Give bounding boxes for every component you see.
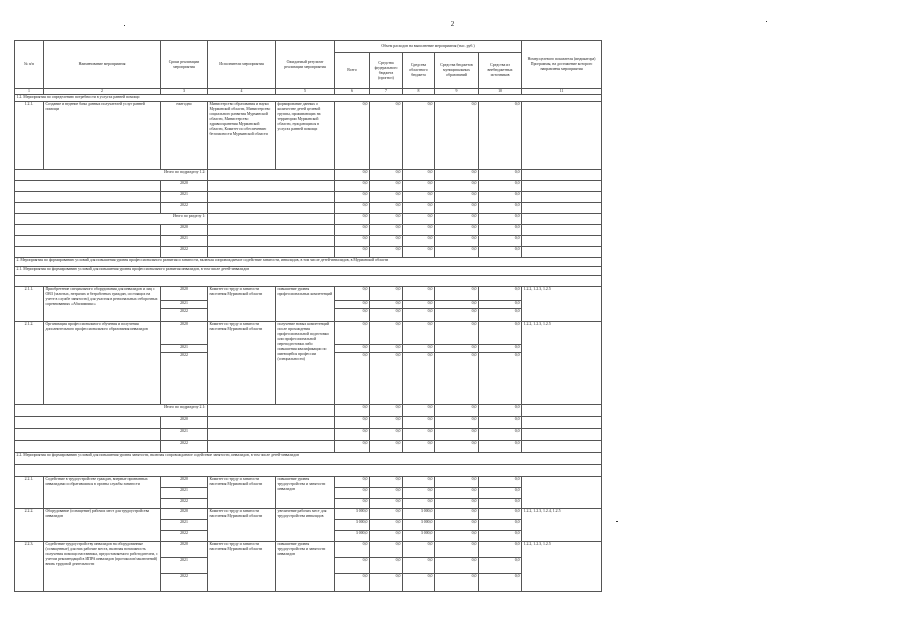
value-regional: 0,0 [403, 192, 435, 203]
year-row [15, 236, 602, 247]
value-federal: 0,0 [370, 353, 403, 405]
value-municipal: 0,0 [435, 203, 479, 214]
blank-cell [208, 429, 335, 441]
blank-cell [208, 236, 335, 247]
year-cell: 2021 [161, 488, 208, 499]
value-total: 0,0 [335, 574, 370, 592]
value-extrabudget: 0,0 [479, 477, 522, 488]
value-total: 0,0 [335, 322, 370, 345]
year-cell: 2020 [161, 509, 208, 520]
value-total: 0,0 [335, 181, 370, 192]
value-extrabudget: 0,0 [479, 203, 522, 214]
value-regional: 0,0 [403, 301, 435, 309]
value-municipal: 0,0 [435, 181, 479, 192]
section-row [15, 453, 602, 465]
value-extrabudget: 0,0 [479, 429, 522, 441]
blank-cell [208, 441, 335, 453]
indicator-cell [522, 247, 602, 258]
spacer-row [15, 465, 602, 477]
value-total: 0,0 [335, 429, 370, 441]
year-cell: 2021 [161, 236, 208, 247]
value-federal: 0,0 [370, 477, 403, 488]
blank-cell [15, 203, 161, 214]
value-municipal: 0,0 [435, 499, 479, 509]
activity-name: Содействие в трудоустройстве граждан, впервые признанных инвалидами и обратившихся в органы службы занятости [44, 477, 161, 509]
value-regional: 0,0 [403, 203, 435, 214]
value-federal: 0,0 [370, 214, 403, 225]
value-total: 0,0 [335, 353, 370, 405]
column-number: 5 [276, 89, 335, 95]
value-extrabudget: 0,0 [479, 353, 522, 405]
value-federal: 0,0 [370, 499, 403, 509]
value-municipal: 0,0 [435, 192, 479, 203]
indicator-cell [522, 102, 602, 170]
value-total: 0,0 [335, 499, 370, 509]
header-terms: Сроки реализации мероприятия [161, 41, 208, 89]
column-number: 6 [335, 89, 370, 95]
indicator-cell [522, 417, 602, 429]
indicator-cell [522, 181, 602, 192]
program-activities-table [14, 40, 602, 592]
indicator-cell: 1.2.2, 1.2.3, 1.2.5 [522, 287, 602, 322]
value-total: 0,0 [335, 542, 370, 558]
value-regional: 0,0 [403, 236, 435, 247]
value-federal: 0,0 [370, 192, 403, 203]
column-number: 3 [161, 89, 208, 95]
value-municipal: 0,0 [435, 102, 479, 170]
value-extrabudget: 0,0 [479, 214, 522, 225]
total-row [15, 214, 602, 225]
value-extrabudget: 0,0 [479, 441, 522, 453]
value-municipal: 0,0 [435, 225, 479, 236]
value-total: 0,0 [335, 488, 370, 499]
activity-result: получение новых компетенций после прохождения профессиональной подготовки или профессиональной переподготовки либо повышения квалификации по имеющейся профессии (специальности) [276, 322, 335, 405]
value-total: 0,0 [335, 558, 370, 574]
value-total: 0,0 [335, 170, 370, 181]
activity-executors: Комитет по труду и занятости населения Мурманской области [208, 542, 276, 592]
year-row [15, 429, 602, 441]
value-total: 0,0 [335, 477, 370, 488]
value-total: 0,0 [335, 287, 370, 301]
blank-cell [15, 181, 161, 192]
table-row [15, 322, 602, 345]
value-municipal: 0,0 [435, 488, 479, 499]
column-number: 7 [370, 89, 403, 95]
value-total: 0,0 [335, 236, 370, 247]
value-municipal: 0,0 [435, 345, 479, 353]
value-municipal: 0,0 [435, 477, 479, 488]
value-extrabudget: 0,0 [479, 542, 522, 558]
value-municipal: 0,0 [435, 531, 479, 542]
value-regional: 0,0 [403, 499, 435, 509]
header-municipal: Средства бюджетов муниципальных образований [435, 53, 479, 89]
value-extrabudget: 0,0 [479, 509, 522, 520]
activity-result: формирование данных о количестве детей целевой группы, проживающих на территории Мурманской области, нуждающихся в услугах ранней помощи [276, 102, 335, 170]
total-row [15, 170, 602, 181]
value-total: 0,0 [335, 441, 370, 453]
scan-speck [766, 21, 767, 22]
value-extrabudget: 0,0 [479, 192, 522, 203]
blank-cell [15, 192, 161, 203]
blank-cell [15, 465, 602, 477]
value-extrabudget: 0,0 [479, 247, 522, 258]
blank-cell [15, 247, 161, 258]
year-cell: 2020 [161, 225, 208, 236]
year-cell: 2021 [161, 558, 208, 574]
value-federal: 0,0 [370, 225, 403, 236]
row-number: 1.2.1. [15, 102, 44, 170]
value-municipal: 0,0 [435, 405, 479, 417]
year-cell: 2022 [161, 247, 208, 258]
total-row [15, 405, 602, 417]
value-municipal: 0,0 [435, 247, 479, 258]
blank-cell [15, 429, 161, 441]
value-total: 0,0 [335, 301, 370, 309]
value-municipal: 0,0 [435, 236, 479, 247]
value-federal: 0,0 [370, 322, 403, 345]
row-number: 2.2.1. [15, 477, 44, 509]
value-extrabudget: 0,0 [479, 301, 522, 309]
year-row [15, 203, 602, 214]
indicator-cell [522, 203, 602, 214]
year-row [15, 441, 602, 453]
year-cell: 2022 [161, 531, 208, 542]
value-regional: 0,0 [403, 542, 435, 558]
section-title: 2.2. Мероприятия по формированию условий для повышения уровня занятости, включая сопровождаемое содействие занятости, инвалидов, в том числе детей-инвалидов [15, 453, 602, 465]
table-row [15, 102, 602, 170]
value-extrabudget: 0,0 [479, 102, 522, 170]
year-row [15, 247, 602, 258]
year-cell: 2020 [161, 322, 208, 345]
value-extrabudget: 0,0 [479, 309, 522, 322]
header-indicator: Номер целевого показателя (индикатора) Программы, на достижение которого направлены мероприятия [522, 41, 602, 89]
value-extrabudget: 0,0 [479, 322, 522, 345]
section-title: 1.2. Мероприятия по определению потребности в услугах ранней помощи [15, 95, 602, 102]
value-regional: 0,0 [403, 405, 435, 417]
value-municipal: 0,0 [435, 353, 479, 405]
value-total: 0,0 [335, 102, 370, 170]
year-cell: 2020 [161, 287, 208, 301]
header-total: Всего [335, 53, 370, 89]
table-row [15, 287, 602, 301]
blank-cell [208, 247, 335, 258]
year-cell: 2022 [161, 574, 208, 592]
section-row [15, 258, 602, 267]
value-extrabudget: 0,0 [479, 170, 522, 181]
column-number: 2 [44, 89, 161, 95]
blank-cell [15, 276, 602, 287]
indicator-cell [522, 429, 602, 441]
value-extrabudget: 0,0 [479, 558, 522, 574]
value-federal: 0,0 [370, 488, 403, 499]
blank-cell [15, 236, 161, 247]
value-extrabudget: 0,0 [479, 405, 522, 417]
activity-name: Создание и ведение базы данных получателей услуг ранней помощи [44, 102, 161, 170]
indicator-cell: 1.2.2, 1.2.3, 1.2.4, 1.2.5 [522, 509, 602, 542]
value-municipal: 0,0 [435, 509, 479, 520]
column-number: 11 [522, 89, 602, 95]
year-row [15, 181, 602, 192]
blank-cell [208, 203, 335, 214]
header-federal: Средства федерального бюджета (прогноз) [370, 53, 403, 89]
value-federal: 0,0 [370, 170, 403, 181]
section-row [15, 267, 602, 276]
value-federal: 0,0 [370, 558, 403, 574]
indicator-cell [522, 441, 602, 453]
year-row [15, 192, 602, 203]
activity-result: повышение уровня профессиональных компетенций [276, 287, 335, 322]
value-municipal: 0,0 [435, 309, 479, 322]
value-federal: 0,0 [370, 309, 403, 322]
indicator-cell [522, 214, 602, 225]
total-label: Итого по подразделу 2.1: [15, 405, 208, 417]
value-federal: 0,0 [370, 542, 403, 558]
header-no: № п/п [15, 41, 44, 89]
activity-executors: Комитет по труду и занятости населения Мурманской области [208, 287, 276, 322]
year-row [15, 417, 602, 429]
indicator-cell: 1.2.2, 1.2.3, 1.2.5 [522, 322, 602, 405]
value-municipal: 0,0 [435, 322, 479, 345]
column-number: 8 [403, 89, 435, 95]
value-extrabudget: 0,0 [479, 225, 522, 236]
value-municipal: 0,0 [435, 417, 479, 429]
value-municipal: 0,0 [435, 287, 479, 301]
value-regional: 0,0 [403, 102, 435, 170]
value-regional: 3 000,0 [403, 509, 435, 520]
activity-result: повышение уровня трудоустройства и занятости инвалидов [276, 542, 335, 592]
value-federal: 0,0 [370, 405, 403, 417]
blank-cell [208, 417, 335, 429]
value-municipal: 0,0 [435, 214, 479, 225]
value-federal: 0,0 [370, 520, 403, 531]
row-number: 2.1.1. [15, 287, 44, 322]
blank-cell [15, 441, 161, 453]
section-title: 2. Мероприятия по формированию условий для повышения уровня профессионального развития и занятости, включая сопровождаемое содействие занятости, инвалидов, в том числе детей-инвалидов, в Мурманской области [15, 258, 602, 267]
value-federal: 0,0 [370, 203, 403, 214]
value-total: 3 000,0 [335, 531, 370, 542]
year-cell: 2020 [161, 181, 208, 192]
value-regional: 0,0 [403, 353, 435, 405]
value-extrabudget: 0,0 [479, 488, 522, 499]
year-cell: 2022 [161, 499, 208, 509]
value-regional: 0,0 [403, 214, 435, 225]
value-total: 0,0 [335, 309, 370, 322]
year-cell: 2020 [161, 417, 208, 429]
value-regional: 0,0 [403, 574, 435, 592]
header-expenses-group: Объем расходов на выполнение мероприятия (тыс. руб.) [335, 41, 522, 53]
value-extrabudget: 0,0 [479, 574, 522, 592]
value-federal: 0,0 [370, 102, 403, 170]
year-cell: 2020 [161, 542, 208, 558]
value-municipal: 0,0 [435, 558, 479, 574]
row-number: 2.1.2. [15, 322, 44, 405]
activity-name: Содействие трудоустройству инвалидов на оборудованные (оснащенные) для них рабочие места, включая возможность получения помощи наставника, предоставляемого работодателем, с учетом рекомендаций в ИПРА инвалидов (протоколов/заключений) вновь трудовой деятельности [44, 542, 161, 592]
scan-speck [616, 521, 618, 522]
year-row [15, 225, 602, 236]
value-total: 3 000,0 [335, 520, 370, 531]
value-regional: 0,0 [403, 558, 435, 574]
activity-name: Приобретение специального оборудования для инвалидов и лиц с ОВЗ (залитых, незрячих и безработных граждан, состоящих на учете в службе занятости) для участия в региональных отборочных соревнованиях «Абилимпикс» [44, 287, 161, 322]
scan-speck [124, 25, 125, 26]
value-regional: 0,0 [403, 429, 435, 441]
value-total: 0,0 [335, 247, 370, 258]
row-number: 2.2.3. [15, 542, 44, 592]
blank-cell [208, 405, 335, 417]
header-result: Ожидаемый результат реализации мероприятия [276, 41, 335, 89]
header-executors: Исполнители мероприятия [208, 41, 276, 89]
value-federal: 0,0 [370, 301, 403, 309]
section-title: 2.1. Мероприятия по формированию условий для повышения уровня профессионального развития инвалидов, в том числе детей-инвалидов [15, 267, 602, 276]
indicator-cell [522, 405, 602, 417]
table-row [15, 509, 602, 520]
value-regional: 0,0 [403, 309, 435, 322]
value-municipal: 0,0 [435, 429, 479, 441]
value-regional: 0,0 [403, 225, 435, 236]
table-header-row [15, 41, 602, 53]
value-extrabudget: 0,0 [479, 345, 522, 353]
column-number: 4 [208, 89, 276, 95]
value-extrabudget: 0,0 [479, 531, 522, 542]
value-federal: 0,0 [370, 574, 403, 592]
activity-executors: Министерство образования и науки Мурманской области, Министерство социального развития Мурманской области, Министерство здравоохранения Мурманской области, Комитет по обеспечению безопасности Мурманской области [208, 102, 276, 170]
value-federal: 0,0 [370, 181, 403, 192]
blank-cell [208, 181, 335, 192]
year-cell: 2022 [161, 203, 208, 214]
year-cell: 2020 [161, 477, 208, 488]
table-row [15, 477, 602, 488]
value-municipal: 0,0 [435, 542, 479, 558]
value-regional: 0,0 [403, 488, 435, 499]
year-cell: 2022 [161, 441, 208, 453]
activity-executors: Комитет по труду и занятости населения Мурманской области [208, 509, 276, 542]
value-regional: 0,0 [403, 345, 435, 353]
value-regional: 0,0 [403, 170, 435, 181]
activity-name: Организация профессионального обучения и получения дополнительного профессионального образования инвалидов [44, 322, 161, 405]
value-total: 0,0 [335, 405, 370, 417]
value-federal: 0,0 [370, 287, 403, 301]
year-cell: 2021 [161, 429, 208, 441]
activity-executors: Комитет по труду и занятости населения Мурманской области [208, 477, 276, 509]
indicator-cell: 1.2.2, 1.2.3, 1.2.5 [522, 542, 602, 592]
blank-cell [208, 214, 335, 225]
value-regional: 0,0 [403, 181, 435, 192]
value-federal: 0,0 [370, 509, 403, 520]
page-number: 2 [450, 20, 455, 28]
value-total: 3 000,0 [335, 509, 370, 520]
value-total: 0,0 [335, 345, 370, 353]
value-municipal: 0,0 [435, 301, 479, 309]
value-federal: 0,0 [370, 345, 403, 353]
value-total: 0,0 [335, 192, 370, 203]
value-municipal: 0,0 [435, 441, 479, 453]
activity-result: увеличение рабочих мест для трудоустройства инвалидов [276, 509, 335, 542]
year-cell: 2021 [161, 345, 208, 353]
year-cell: 2021 [161, 192, 208, 203]
value-extrabudget: 0,0 [479, 520, 522, 531]
column-number: 10 [479, 89, 522, 95]
value-regional: 0,0 [403, 247, 435, 258]
value-total: 0,0 [335, 225, 370, 236]
blank-cell [208, 225, 335, 236]
value-federal: 0,0 [370, 247, 403, 258]
blank-cell [208, 192, 335, 203]
value-total: 0,0 [335, 203, 370, 214]
blank-cell [15, 417, 161, 429]
year-cell: 2021 [161, 301, 208, 309]
value-regional: 0,0 [403, 322, 435, 345]
table-row [15, 542, 602, 558]
spacer-row [15, 276, 602, 287]
total-label: Итого по разделу 1: [15, 214, 208, 225]
total-label: Итого по подразделу 1.2: [15, 170, 208, 181]
value-municipal: 0,0 [435, 520, 479, 531]
activity-executors: Комитет по труду и занятости населения Мурманской области [208, 322, 276, 405]
value-regional: 0,0 [403, 477, 435, 488]
value-federal: 0,0 [370, 417, 403, 429]
value-municipal: 0,0 [435, 574, 479, 592]
value-extrabudget: 0,0 [479, 287, 522, 301]
value-extrabudget: 0,0 [479, 181, 522, 192]
indicator-cell [522, 170, 602, 181]
indicator-cell [522, 225, 602, 236]
value-total: 0,0 [335, 214, 370, 225]
header-name: Наименование мероприятия [44, 41, 161, 89]
column-number: 9 [435, 89, 479, 95]
value-regional: 0,0 [403, 287, 435, 301]
year-cell: 2022 [161, 309, 208, 322]
row-number: 2.2.2. [15, 509, 44, 542]
value-extrabudget: 0,0 [479, 417, 522, 429]
indicator-cell [522, 236, 602, 247]
value-regional: 3 000,0 [403, 531, 435, 542]
indicator-cell [522, 192, 602, 203]
value-federal: 0,0 [370, 441, 403, 453]
value-regional: 0,0 [403, 417, 435, 429]
column-number: 1 [15, 89, 44, 95]
activity-result: повышение уровня трудоустройства и занятости инвалидов [276, 477, 335, 509]
blank-cell [208, 170, 335, 181]
value-federal: 0,0 [370, 429, 403, 441]
value-municipal: 0,0 [435, 170, 479, 181]
header-regional: Средства областного бюджета [403, 53, 435, 89]
header-extrabudget: Средства из внебюджетных источников [479, 53, 522, 89]
value-federal: 0,0 [370, 531, 403, 542]
activity-term: ежегодно [161, 102, 208, 170]
activity-name: Оборудование (оснащение) рабочих мест для трудоустройства инвалидов [44, 509, 161, 542]
section-row [15, 95, 602, 102]
value-extrabudget: 0,0 [479, 236, 522, 247]
value-regional: 3 000,0 [403, 520, 435, 531]
indicator-cell [522, 477, 602, 509]
year-cell: 2022 [161, 353, 208, 405]
value-federal: 0,0 [370, 236, 403, 247]
blank-cell [15, 225, 161, 236]
value-total: 0,0 [335, 417, 370, 429]
value-regional: 0,0 [403, 441, 435, 453]
year-cell: 2021 [161, 520, 208, 531]
value-extrabudget: 0,0 [479, 499, 522, 509]
